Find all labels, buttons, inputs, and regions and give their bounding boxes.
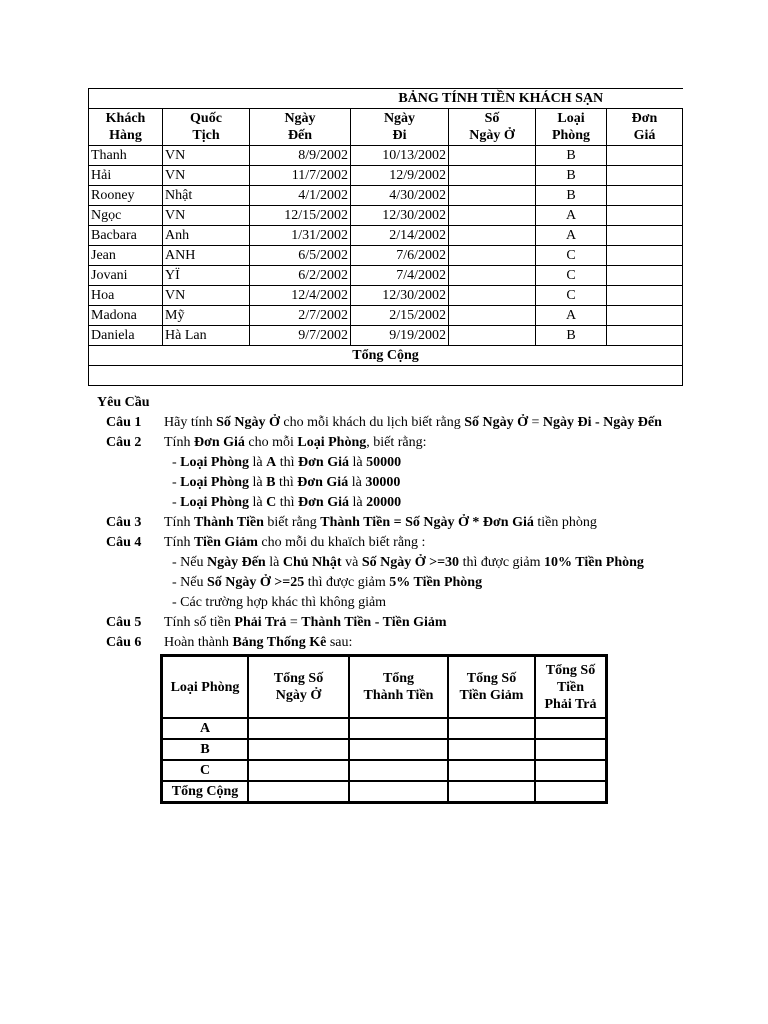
cell-room-type[interactable]: B [536,166,607,186]
cell-unit-price[interactable] [607,326,683,346]
stat-row [162,760,606,781]
table-title: BẢNG TÍNH TIỀN KHÁCH SẠN [89,89,683,109]
cell-room-type[interactable]: B [536,146,607,166]
cell-room-type[interactable]: A [536,226,607,246]
table-row [89,246,683,266]
stat-total-row [162,781,606,802]
cell-unit-price[interactable] [607,306,683,326]
cell-unit-price[interactable] [607,246,683,266]
cell-days[interactable] [449,146,536,166]
stat-header-total-days: Tổng Số Ngày Ở [248,656,349,718]
cell-days[interactable] [449,306,536,326]
cell-days[interactable] [449,226,536,246]
q6-label: Câu 6 [106,635,142,650]
cell-room-type[interactable]: C [536,246,607,266]
cell-arrival[interactable]: 12/4/2002 [250,286,351,306]
cell-customer[interactable]: Ngọc [89,206,163,226]
stat-cell[interactable] [349,781,448,802]
stat-cell[interactable] [448,760,535,781]
cell-nationality[interactable]: VN [163,286,250,306]
q2-label: Câu 2 [106,435,142,450]
table-row [89,326,683,346]
q4-text: Tính Tiền Giảm cho mỗi du khaïch biết rằng : [164,535,426,550]
cell-customer[interactable]: Bacbara [89,226,163,246]
cell-room-type[interactable]: C [536,286,607,306]
q1-label: Câu 1 [106,415,142,430]
cell-nationality[interactable]: VN [163,146,250,166]
stat-cell[interactable] [248,781,349,802]
cell-nationality[interactable]: Mỹ [163,306,250,326]
cell-nationality[interactable]: Hà Lan [163,326,250,346]
cell-unit-price[interactable] [607,186,683,206]
table-row [89,166,683,186]
cell-arrival[interactable]: 12/15/2002 [250,206,351,226]
cell-unit-price[interactable] [607,166,683,186]
q5-label: Câu 5 [106,615,142,630]
col-header-departure: Ngày Đi [351,109,449,146]
q4-rule-b: - Nếu Số Ngày Ở >=25 thì được giảm 5% Tiền Phòng [172,575,483,590]
q3-label: Câu 3 [106,515,142,530]
col-header-unit-price: Đơn Giá [607,109,683,146]
q2-rule-b: - Loại Phòng là B thì Đơn Giá là 30000 [172,475,401,490]
cell-unit-price[interactable] [607,266,683,286]
cell-room-type[interactable]: A [536,306,607,326]
statistics-table [160,654,608,804]
stat-cell[interactable] [448,781,535,802]
q2-text: Tính Đơn Giá cho mỗi Loại Phòng, biết rằng: [164,435,427,450]
cell-customer[interactable]: Madona [89,306,163,326]
cell-departure[interactable]: 2/14/2002 [351,226,449,246]
stat-cell[interactable] [349,739,448,760]
empty-row [89,366,683,386]
stat-header-total-discount: Tổng Số Tiền Giảm [448,656,535,718]
cell-arrival[interactable]: 1/31/2002 [250,226,351,246]
cell-room-type[interactable]: A [536,206,607,226]
cell-nationality[interactable]: VN [163,166,250,186]
stat-cell[interactable] [535,760,606,781]
col-header-arrival: Ngày Đến [250,109,351,146]
cell-days[interactable] [449,206,536,226]
stat-cell[interactable] [349,760,448,781]
cell-days[interactable] [449,326,536,346]
q4-label: Câu 4 [106,535,142,550]
col-header-room-type: Loại Phòng [536,109,607,146]
cell-unit-price[interactable] [607,206,683,226]
cell-customer[interactable]: Daniela [89,326,163,346]
cell-departure[interactable]: 10/13/2002 [351,146,449,166]
hotel-bill-table [88,88,683,386]
col-header-days: Số Ngày Ở [449,109,536,146]
stat-cell[interactable] [535,739,606,760]
header-row [89,109,683,146]
table-row [89,146,683,166]
q1-text: Hãy tính Số Ngày Ở cho mỗi khách du lịch biết rằng Số Ngày Ở = Ngày Đi - Ngày Đến [164,415,662,430]
total-label: Tổng Cộng [89,346,683,366]
cell-arrival[interactable]: 6/2/2002 [250,266,351,286]
stat-cell[interactable] [535,781,606,802]
cell-arrival[interactable]: 9/7/2002 [250,326,351,346]
cell-nationality[interactable]: ANH [163,246,250,266]
table-row [89,226,683,246]
requirements-heading: Yêu Cầu [97,395,150,410]
cell-days[interactable] [449,266,536,286]
cell-days[interactable] [449,166,536,186]
cell-departure[interactable]: 9/19/2002 [351,326,449,346]
cell-customer[interactable]: Hoa [89,286,163,306]
stat-header-room-type: Loại Phòng [162,656,248,718]
q2-rule-c: - Loại Phòng là C thì Đơn Giá là 20000 [172,495,402,510]
cell-arrival[interactable]: 6/5/2002 [250,246,351,266]
stat-header-total-payable: Tổng Số Tiền Phải Trả [535,656,606,718]
cell-customer[interactable]: Rooney [89,186,163,206]
cell-customer[interactable]: Thanh [89,146,163,166]
cell-departure[interactable]: 7/6/2002 [351,246,449,266]
cell-arrival[interactable]: 4/1/2002 [250,186,351,206]
cell-days[interactable] [449,186,536,206]
cell-nationality[interactable]: YÏ [163,266,250,286]
stat-cell[interactable] [448,718,535,739]
table-row [89,286,683,306]
cell-departure[interactable]: 12/30/2002 [351,206,449,226]
col-header-nationality: Quốc Tịch [163,109,250,146]
cell-unit-price[interactable] [607,286,683,306]
cell-unit-price[interactable] [607,146,683,166]
cell-days[interactable] [449,286,536,306]
stat-header-row [162,656,606,718]
stat-header-total-amount: Tổng Thành Tiền [349,656,448,718]
cell-room-type[interactable]: C [536,266,607,286]
stat-row [162,718,606,739]
q6-text: Hoàn thành Bảng Thống Kê sau: [164,635,353,650]
cell-room-type[interactable]: B [536,326,607,346]
cell-departure[interactable]: 7/4/2002 [351,266,449,286]
cell-arrival[interactable]: 2/7/2002 [250,306,351,326]
table-row [89,186,683,206]
q5-text: Tính số tiền Phải Trả = Thành Tiền - Tiền Giảm [164,615,447,630]
cell-days[interactable] [449,246,536,266]
cell-departure[interactable]: 2/15/2002 [351,306,449,326]
stat-room-label: B [162,739,248,760]
total-row [89,346,683,366]
cell-customer[interactable]: Jean [89,246,163,266]
stat-cell[interactable] [535,718,606,739]
cell-departure[interactable]: 12/9/2002 [351,166,449,186]
cell-customer[interactable]: Jovani [89,266,163,286]
cell-departure[interactable]: 12/30/2002 [351,286,449,306]
stat-cell[interactable] [248,739,349,760]
cell-nationality[interactable]: Anh [163,226,250,246]
cell-unit-price[interactable] [607,226,683,246]
cell-arrival[interactable]: 11/7/2002 [250,166,351,186]
stat-room-label: A [162,718,248,739]
table-row [89,266,683,286]
col-header-customer: Khách Hàng [89,109,163,146]
q4-rule-a: - Nếu Ngày Đến là Chủ Nhật và Số Ngày Ở >=30 thì được giảm 10% Tiền Phòng [172,555,644,570]
cell-departure[interactable]: 4/30/2002 [351,186,449,206]
stat-cell[interactable] [448,739,535,760]
stat-cell[interactable] [248,760,349,781]
table-row [89,206,683,226]
stat-cell[interactable] [248,718,349,739]
cell-nationality[interactable]: VN [163,206,250,226]
q3-text: Tính Thành Tiền biết rằng Thành Tiền = Số Ngày Ở * Đơn Giá tiền phòng [164,515,597,530]
cell-customer[interactable]: Hải [89,166,163,186]
cell-nationality[interactable]: Nhật [163,186,250,206]
cell-room-type[interactable]: B [536,186,607,206]
stat-row [162,739,606,760]
table-row [89,306,683,326]
stat-total-label: Tổng Cộng [162,781,248,802]
cell-arrival[interactable]: 8/9/2002 [250,146,351,166]
stat-cell[interactable] [349,718,448,739]
q4-rule-c: - Các trường hợp khác thì không giảm [172,595,387,610]
empty-cell[interactable] [89,366,683,386]
stat-room-label: C [162,760,248,781]
q2-rule-a: - Loại Phòng là A thì Đơn Giá là 50000 [172,455,402,470]
